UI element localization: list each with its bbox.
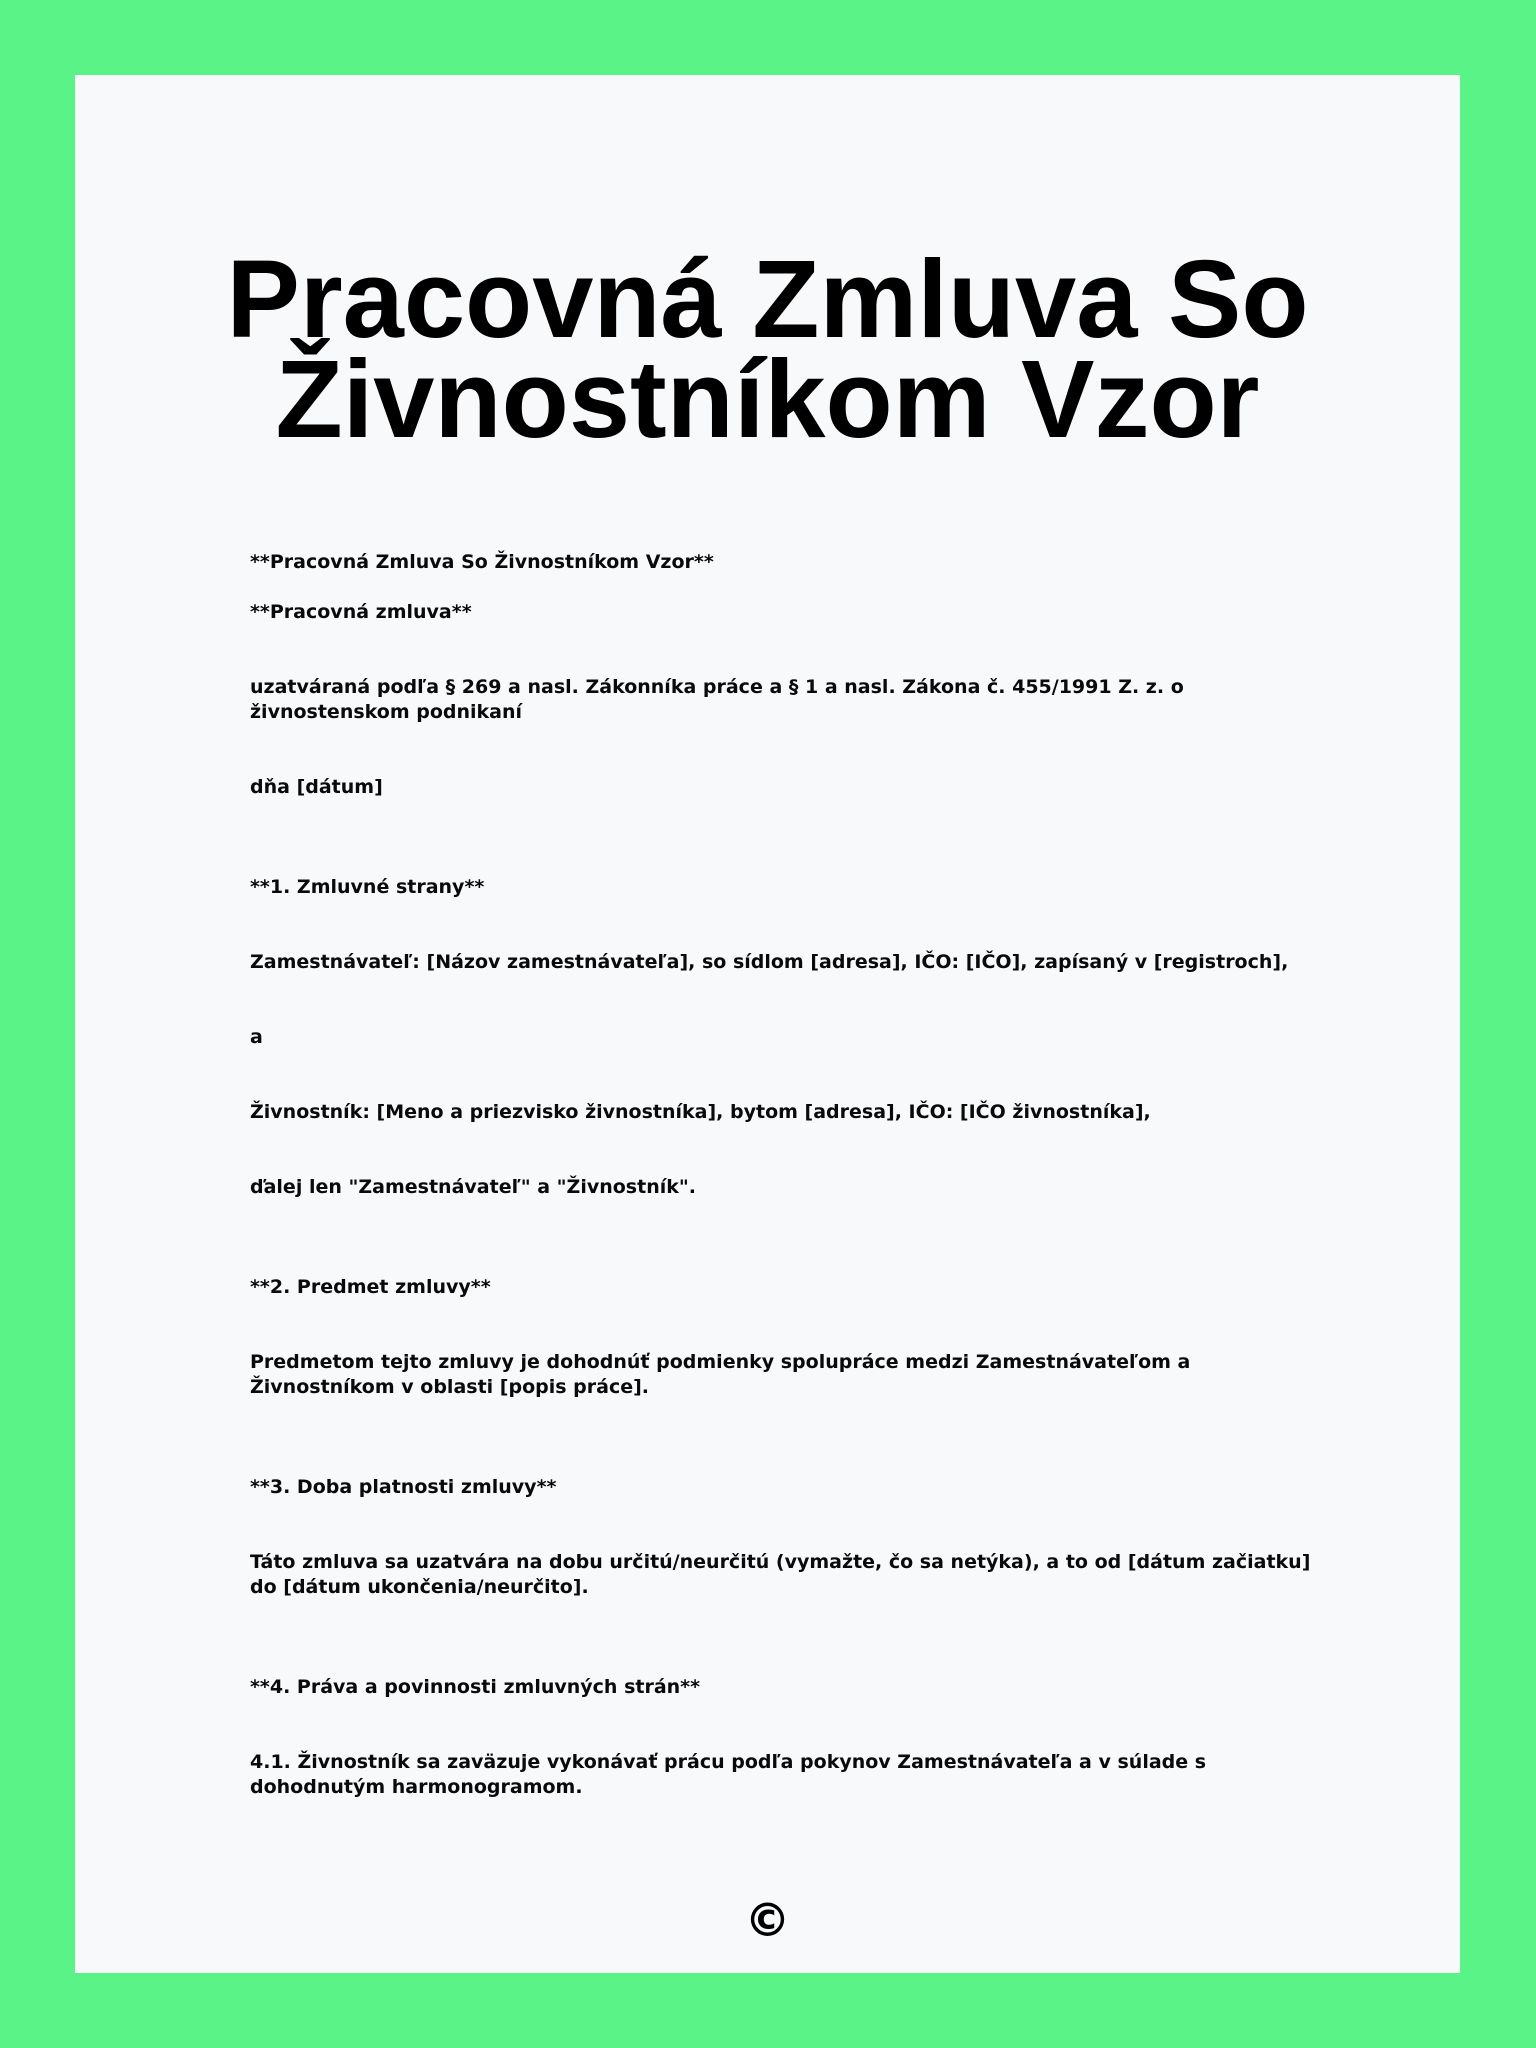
section-heading-4: **4. Práva a povinnosti zmluvných strán** — [250, 1676, 701, 1698]
paragraph-hereinafter: ďalej len "Zamestnávateľ" a "Živnostník". — [250, 1176, 696, 1198]
paragraph-heading-main: **Pracovná Zmluva So Živnostníkom Vzor** — [250, 551, 714, 573]
paragraph-and: a — [250, 1026, 263, 1048]
section-heading-3: **3. Doba platnosti zmluvy** — [250, 1476, 557, 1498]
section-heading-1: **1. Zmluvné strany** — [250, 876, 485, 898]
section-heading-2: **2. Predmet zmluvy** — [250, 1276, 491, 1298]
document-title — [75, 238, 1460, 461]
paragraph-legal-basis: uzatváraná podľa § 269 a nasl. Zákonníka práce a § 1 a nasl. Zákona č. 455/1991 Z. z. o živnostenskom podnikaní — [250, 676, 1184, 723]
paragraph-subject: Predmetom tejto zmluvy je dohodnúť podmienky spolupráce medzi Zamestnávateľom a Živnostníkom v oblasti [popis práce]. — [250, 1351, 1191, 1398]
copyright-icon: © — [744, 1893, 791, 1947]
paragraph-validity: Táto zmluva sa uzatvára na dobu určitú/neurčitú (vymažte, čo sa netýka), a to od [dátum začiatku] do [dátum ukončenia/neurčito]. — [250, 1551, 1311, 1598]
paragraph-tradesman: Živnostník: [Meno a priezvisko živnostníka], bytom [adresa], IČO: [IČO živnostníka], — [250, 1101, 1151, 1123]
document-page — [75, 75, 1460, 1973]
paragraph-date: dňa [dátum] — [250, 776, 383, 798]
paragraph-employer: Zamestnávateľ: [Názov zamestnávateľa], so sídlom [adresa], IČO: [IČO], zapísaný v [registroch], — [250, 951, 1289, 973]
paragraph-4-1: 4.1. Živnostník sa zaväzuje vykonávať prácu podľa pokynov Zamestnávateľa a v súlade s dohodnutým harmonogramom. — [250, 1751, 1207, 1798]
paragraph-heading-contract: **Pracovná zmluva** — [250, 601, 472, 623]
title-line-1: Pracovná Zmluva So — [226, 238, 1309, 361]
title-line-2: Živnostníkom Vzor — [275, 338, 1260, 461]
